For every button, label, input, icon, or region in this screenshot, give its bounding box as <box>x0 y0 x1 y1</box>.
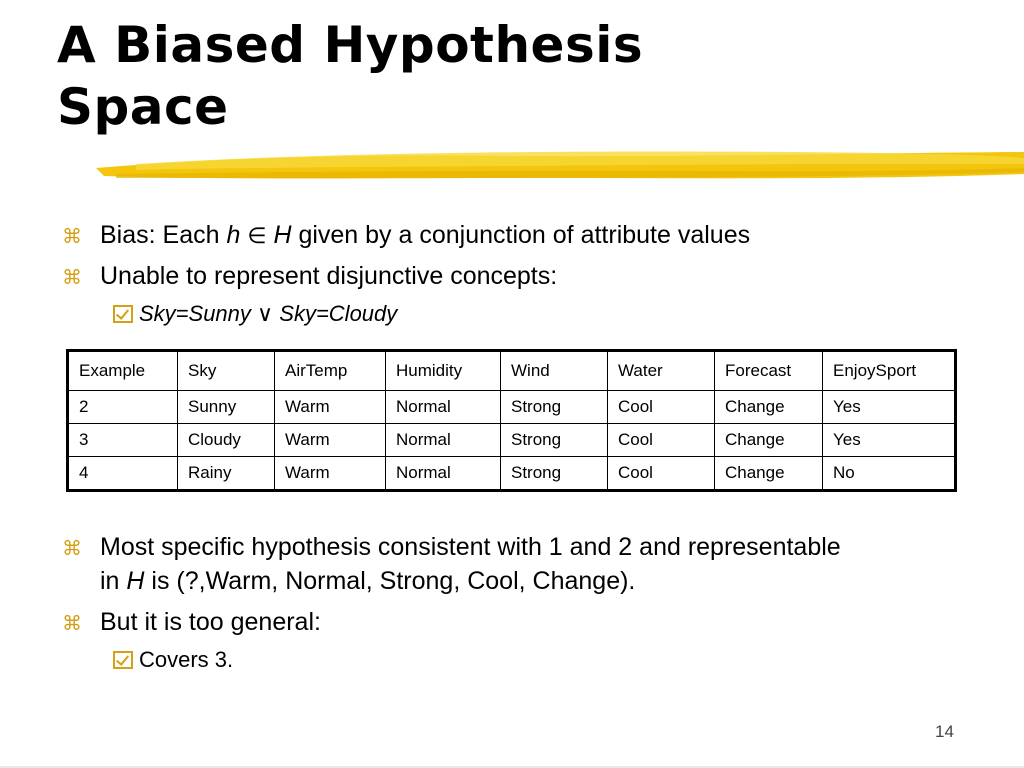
z-bullet-icon: ⌘ <box>62 613 82 635</box>
table-header-cell: EnjoySport <box>823 351 956 391</box>
z-bullet-icon: ⌘ <box>62 538 82 560</box>
table-cell: Warm <box>275 391 386 424</box>
bullet-3-line-2-prefix: in <box>100 567 127 595</box>
table-cell: Warm <box>275 424 386 457</box>
table-cell: Cool <box>608 457 715 491</box>
table-cell: Yes <box>823 391 956 424</box>
bullet-1-prefix: Bias: Each <box>100 221 227 249</box>
table-cell: Warm <box>275 457 386 491</box>
table-cell: Normal <box>386 391 501 424</box>
table-header-row <box>68 351 956 391</box>
bullet-3 <box>62 530 841 566</box>
table-cell: Strong <box>501 424 608 457</box>
table-row <box>68 391 956 424</box>
bullet-1-H: H <box>273 221 292 249</box>
table-header-cell: Sky <box>178 351 275 391</box>
table-cell: Sunny <box>178 391 275 424</box>
bullet-1-h: h <box>226 221 241 249</box>
bullet-4 <box>62 605 321 641</box>
table-cell: Normal <box>386 457 501 491</box>
table-header-cell: Forecast <box>715 351 823 391</box>
table-cell: No <box>823 457 956 491</box>
table-cell: Cool <box>608 424 715 457</box>
page-number: 14 <box>935 722 954 741</box>
bullet-2-text: Unable to represent disjunctive concepts: <box>100 262 558 290</box>
bullet-1-suffix: given by a conjunction of attribute values <box>291 221 751 249</box>
table-header-cell: Example <box>68 351 178 391</box>
table-cell: Cloudy <box>178 424 275 457</box>
checkbox-icon <box>113 651 133 669</box>
table-cell: Change <box>715 457 823 491</box>
table-cell: Strong <box>501 457 608 491</box>
sub-bullet-4-text: Covers 3. <box>139 647 234 672</box>
training-examples-table <box>66 349 957 492</box>
bullet-3-line-2-suffix: is (?,Warm, Normal, Strong, Cool, Change). <box>144 567 636 595</box>
title-line-2: Space <box>57 78 229 136</box>
z-bullet-icon: ⌘ <box>62 267 82 289</box>
table-header-cell: Humidity <box>386 351 501 391</box>
table-cell: Change <box>715 424 823 457</box>
sub-bullet-2-left: Sky=Sunny <box>139 301 251 326</box>
or-symbol: ∨ <box>257 301 274 326</box>
table-cell: 3 <box>68 424 178 457</box>
table-cell: Strong <box>501 391 608 424</box>
sub-bullet-4 <box>113 646 233 674</box>
table-header-cell: Water <box>608 351 715 391</box>
table-cell: 2 <box>68 391 178 424</box>
table-cell: Cool <box>608 391 715 424</box>
title-line-1: A Biased Hypothesis <box>57 16 644 74</box>
table-cell: Yes <box>823 424 956 457</box>
table-row <box>68 424 956 457</box>
bullet-4-text: But it is too general: <box>100 608 321 636</box>
table-header-cell: AirTemp <box>275 351 386 391</box>
element-of-symbol: ∈ <box>247 223 267 248</box>
checkbox-icon <box>113 305 133 323</box>
table-cell: Rainy <box>178 457 275 491</box>
bullet-3-H: H <box>126 567 145 595</box>
yellow-brush-stroke <box>96 140 1024 192</box>
table-cell: 4 <box>68 457 178 491</box>
table-cell: Change <box>715 391 823 424</box>
table-row <box>68 457 956 491</box>
table-cell: Normal <box>386 424 501 457</box>
sub-bullet-2 <box>113 300 397 328</box>
slide-title <box>57 14 643 138</box>
z-bullet-icon: ⌘ <box>62 226 82 248</box>
bullet-1 <box>62 218 751 254</box>
table-header-cell: Wind <box>501 351 608 391</box>
sub-bullet-2-right: Sky=Cloudy <box>279 301 398 326</box>
bullet-2 <box>62 259 558 295</box>
bullet-3-line-1: Most specific hypothesis consistent with 1 and 2 and representable <box>100 533 841 561</box>
